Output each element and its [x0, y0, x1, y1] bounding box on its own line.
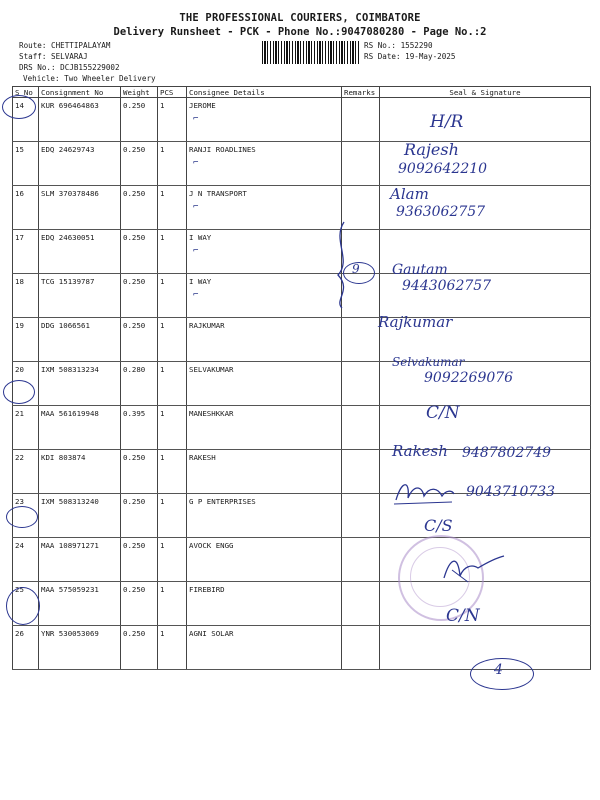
consignment-cell: IXM 508313240	[39, 494, 121, 538]
consignment-cell: IXM 508313234	[39, 362, 121, 406]
pcs-cell: 1	[158, 626, 187, 670]
pcs-cell: 1	[158, 450, 187, 494]
consignee-cell: SELVAKUMAR	[187, 362, 342, 406]
weight-cell: 0.250	[121, 450, 158, 494]
signature-text: Rakesh	[392, 442, 448, 460]
tick-mark-icon: ⌐	[193, 158, 199, 168]
signature-text: C/S	[424, 516, 453, 535]
weight-cell: 0.250	[121, 626, 158, 670]
consignee-cell: RAJKUMAR	[187, 318, 342, 362]
drs-number: DRS No.: DCJB155229002	[19, 63, 120, 72]
weight-cell: 0.250	[121, 538, 158, 582]
weight-cell: 0.250	[121, 98, 158, 142]
sno-circle-mark	[6, 506, 38, 528]
weight-cell: 0.250	[121, 186, 158, 230]
weight-cell: 0.250	[121, 274, 158, 318]
barcode	[262, 41, 360, 64]
sno-cell: 14	[13, 98, 39, 142]
sno-cell: 25	[13, 582, 39, 626]
pcs-cell: 1	[158, 230, 187, 274]
col-weight: Weight	[121, 87, 158, 98]
sno-cell: 21	[13, 406, 39, 450]
consignment-cell: TCG 15139787	[39, 274, 121, 318]
consignee-cell: MANESHKKAR	[187, 406, 342, 450]
sno-circle-mark	[6, 587, 40, 625]
consignee-name: RANJI ROADLINES	[189, 145, 256, 154]
sno-cell: 20	[13, 362, 39, 406]
signature-phone: 9363062757	[396, 204, 486, 220]
sno-cell: 26	[13, 626, 39, 670]
tick-mark-icon: ⌐	[193, 202, 199, 212]
signature-phone: 9487802749	[462, 445, 552, 461]
col-signature: Seal & Signature	[380, 87, 591, 98]
remarks-cell	[342, 626, 380, 670]
sno-cell: 22	[13, 450, 39, 494]
signature-text: C/N	[446, 606, 480, 626]
consignee-cell: AGNI SOLAR	[187, 626, 342, 670]
pcs-cell: 1	[158, 494, 187, 538]
consignee-name: JEROME	[189, 101, 216, 110]
sno-circle-mark	[3, 380, 35, 404]
tick-mark-icon: ⌐	[193, 246, 199, 256]
signature-text: Rajkumar	[378, 313, 453, 331]
pcs-cell: 1	[158, 582, 187, 626]
consignment-cell: DDG 1066561	[39, 318, 121, 362]
consignment-cell: EDQ 24629743	[39, 142, 121, 186]
consignment-cell: MAA 575059231	[39, 582, 121, 626]
table-row	[13, 494, 591, 538]
company-title: THE PROFESSIONAL COURIERS, COIMBATORE	[179, 12, 421, 24]
consignee-cell: RAKESH	[187, 450, 342, 494]
col-consignee: Consignee Details	[187, 87, 342, 98]
consignee-name: I WAY	[189, 277, 212, 286]
sno-cell: 24	[13, 538, 39, 582]
signature-scribble	[438, 548, 508, 588]
signature-scribble	[392, 478, 456, 508]
weight-cell: 0.250	[121, 494, 158, 538]
pcs-cell: 1	[158, 186, 187, 230]
signature-phone: 9092269076	[424, 370, 514, 386]
pcs-cell: 1	[158, 318, 187, 362]
sno-cell: 23	[13, 494, 39, 538]
signature-phone: 9092642210	[398, 161, 488, 177]
remarks-cell	[342, 450, 380, 494]
signature-cell	[380, 98, 591, 142]
signature-phone: 9043710733	[466, 484, 556, 500]
signature-text: Gautam	[392, 262, 448, 278]
consignment-cell: EDQ 24630051	[39, 230, 121, 274]
signature-text: H/R	[430, 112, 464, 132]
consignee-cell: G P ENTERPRISES	[187, 494, 342, 538]
remarks-cell	[342, 538, 380, 582]
sno-cell: 15	[13, 142, 39, 186]
weight-cell: 0.250	[121, 318, 158, 362]
sno-cell: 19	[13, 318, 39, 362]
consignee-cell	[187, 230, 342, 274]
runsheet-subtitle: Delivery Runsheet - PCK - Phone No.:9047080280 - Page No.:2	[113, 26, 487, 38]
signature-text: Rajesh	[404, 140, 459, 159]
table-row	[13, 582, 591, 626]
table-row	[13, 186, 591, 230]
sno-cell: 18	[13, 274, 39, 318]
tick-mark-icon: ⌐	[193, 290, 199, 300]
table-row	[13, 406, 591, 450]
weight-cell: 0.250	[121, 230, 158, 274]
sno-cell: 17	[13, 230, 39, 274]
consignment-cell: KUR 696464863	[39, 98, 121, 142]
remark-handwritten: 9	[352, 262, 360, 276]
remarks-cell	[342, 142, 380, 186]
consignee-name: I WAY	[189, 233, 212, 242]
page-number-handwritten: 4	[494, 662, 503, 678]
consignee-cell	[187, 142, 342, 186]
vehicle-label: Vehicle: Two Wheeler Delivery	[23, 74, 156, 83]
consignment-cell: KDI 803874	[39, 450, 121, 494]
table-row	[13, 274, 591, 318]
table-row	[13, 98, 591, 142]
remarks-cell	[342, 582, 380, 626]
consignment-cell: MAA 561619948	[39, 406, 121, 450]
consignment-cell: SLM 370378486	[39, 186, 121, 230]
pcs-cell: 1	[158, 142, 187, 186]
weight-cell: 0.280	[121, 362, 158, 406]
col-pcs: PCS	[158, 87, 187, 98]
consignment-cell: MAA 108971271	[39, 538, 121, 582]
remarks-cell	[342, 494, 380, 538]
staff-label: Staff: SELVARAJ	[19, 52, 88, 61]
rs-number: RS No.: 1552290	[364, 41, 433, 50]
pcs-cell: 1	[158, 538, 187, 582]
route-label: Route: CHETTIPALAYAM	[19, 41, 111, 50]
col-remarks: Remarks	[342, 87, 380, 98]
signature-text: Alam	[390, 185, 429, 203]
consignee-cell	[187, 274, 342, 318]
sno-cell: 16	[13, 186, 39, 230]
remarks-cell	[342, 318, 380, 362]
consignee-cell: AVOCK ENGG	[187, 538, 342, 582]
col-sno: S No	[13, 87, 39, 98]
remarks-cell	[342, 362, 380, 406]
consignee-name: J N TRANSPORT	[189, 189, 247, 198]
signature-text: C/N	[426, 403, 460, 423]
signature-phone: 9443062757	[402, 278, 492, 294]
pcs-cell: 1	[158, 98, 187, 142]
rs-date: RS Date: 19-May-2025	[364, 52, 456, 61]
consignee-cell	[187, 98, 342, 142]
consignee-cell	[187, 186, 342, 230]
consignee-cell: FIREBIRD	[187, 582, 342, 626]
weight-cell: 0.395	[121, 406, 158, 450]
tick-mark-icon: ⌐	[193, 114, 199, 124]
table-row	[13, 230, 591, 274]
sno-circle-mark	[2, 95, 36, 119]
remarks-cell	[342, 406, 380, 450]
table-row	[13, 142, 591, 186]
signature-text: Selvakumar	[392, 355, 465, 369]
table-row	[13, 318, 591, 362]
pcs-cell: 1	[158, 274, 187, 318]
pcs-cell: 1	[158, 406, 187, 450]
table-header-row	[13, 87, 591, 98]
remarks-cell	[342, 98, 380, 142]
pcs-cell: 1	[158, 362, 187, 406]
consignment-cell: YNR 530053069	[39, 626, 121, 670]
weight-cell: 0.250	[121, 142, 158, 186]
col-consignment: Consignment No	[39, 87, 121, 98]
weight-cell: 0.250	[121, 582, 158, 626]
